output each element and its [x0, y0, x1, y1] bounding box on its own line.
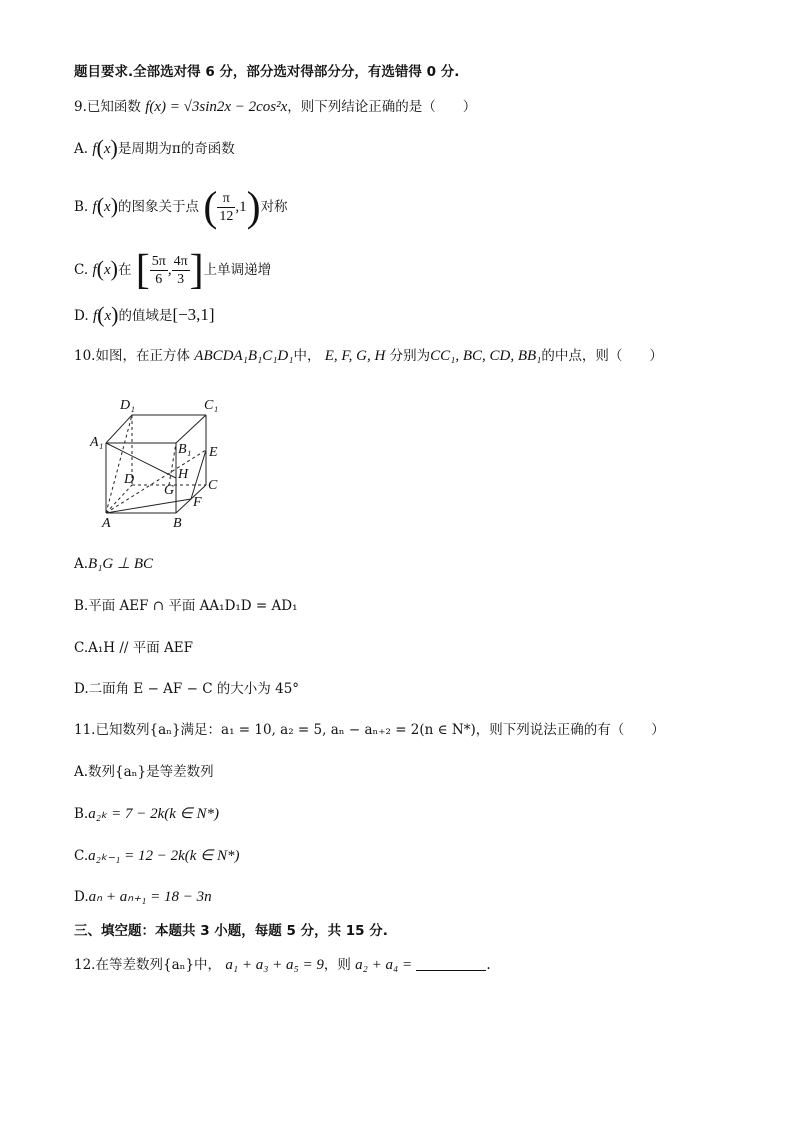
option-label: B. — [74, 598, 89, 614]
instruction-text: 题目要求.全部选对得 6 分，部分选对得部分分，有选错得 0 分. — [74, 64, 460, 80]
question-9-stem — [74, 97, 476, 117]
option-text: a₂ₖ₋₁ = 12 − 2k(k ∈ N*) — [88, 848, 240, 864]
q10-option-a[interactable] — [74, 554, 153, 574]
option-text: 平面 AEF ∩ 平面 AA₁D₁D = AD₁ — [88, 598, 298, 614]
option-label: C. — [74, 640, 89, 656]
option-label: B. — [74, 199, 89, 215]
option-text: a₂ₖ = 7 − 2k(k ∈ N*) — [88, 806, 219, 822]
option-label: A. — [74, 556, 89, 572]
asked-expression: a₂ + a₄ = — [355, 957, 413, 973]
q9-option-b[interactable]: B. f(x)的图象关于点 ( $\frac{\pi}{12}$ ,1)对称 — [74, 184, 288, 231]
option-label: D. — [74, 889, 89, 905]
fraction: $\frac{5\pi}{6}$ — [151, 254, 166, 287]
option-text: 在 — [117, 262, 132, 278]
edge-b1c1 — [176, 415, 206, 443]
option-label: A. — [74, 141, 89, 157]
label-a1: A₁ — [90, 435, 104, 450]
option-label: A. — [74, 764, 89, 780]
question-text: 已知函数 — [86, 99, 141, 115]
option-text: 上单调递增 — [203, 262, 272, 278]
label-c1: C₁ — [204, 398, 219, 413]
label-b: B — [173, 516, 182, 530]
label-g: G — [164, 483, 175, 498]
option-text: B₁G ⊥ BC — [88, 556, 153, 572]
option-text: 对称 — [260, 199, 288, 215]
question-number: 11. — [74, 722, 96, 738]
function-symbol: f — [92, 141, 97, 157]
period: . — [486, 957, 491, 973]
question-text: 中， — [293, 348, 321, 364]
function-expression: f(x) = √3sin2x − 2cos²x — [145, 99, 288, 115]
question-text: 在等差数列{aₙ}中， — [95, 957, 222, 973]
option-text: 数列{aₙ}是等差数列 — [88, 764, 214, 780]
label-a: A — [102, 516, 111, 530]
option-text: 二面角 E − AF − C 的大小为 45° — [88, 681, 300, 697]
option-label: D. — [74, 308, 89, 324]
option-label: C. — [74, 262, 89, 278]
option-label: B. — [74, 806, 89, 822]
option-label: D. — [74, 681, 89, 697]
q11-option-b[interactable] — [74, 804, 219, 824]
question-12-stem — [74, 955, 491, 975]
option-text: aₙ + aₙ₊₁ = 18 − 3n — [88, 889, 212, 905]
label-d: D — [124, 472, 135, 487]
question-text: ，则下列结论正确的是（ ） — [287, 99, 477, 115]
question-text: 分别为 — [389, 348, 431, 364]
question-11-stem — [74, 720, 665, 740]
fraction: $\frac{\pi}{12}$ — [219, 191, 234, 224]
q9-option-c[interactable]: C. f(x)在 [ $\frac{5\pi}{6}$ , $\frac{4\pi}{3}$ ]上单调递增 — [74, 247, 272, 294]
fraction: $\frac{4\pi}{3}$ — [173, 254, 188, 287]
question-number: 10. — [74, 348, 96, 364]
label-c: C — [208, 478, 218, 493]
question-text: 已知数列{aₙ}满足：a₁ = 10, a₂ = 5, aₙ − aₙ₊₂ = 2(n ∈ N*)，则下列说法正确的有（ ） — [95, 722, 665, 738]
label-e: E — [209, 445, 218, 460]
question-text: 如图，在正方体 — [95, 348, 190, 364]
question-number: 9. — [74, 99, 87, 115]
q11-option-a[interactable] — [74, 762, 214, 782]
answer-blank[interactable] — [416, 956, 486, 971]
condition-expression: a₁ + a₃ + a₅ = 9 — [225, 957, 324, 973]
question-number: 12. — [74, 957, 96, 973]
cube-name: ABCDA₁B₁C₁D₁ — [194, 348, 294, 364]
option-label: C. — [74, 848, 89, 864]
question-text: 的中点，则（ ） — [541, 348, 663, 364]
q11-option-d[interactable] — [74, 887, 212, 907]
q10-option-b[interactable] — [74, 596, 298, 616]
question-10-stem — [74, 346, 663, 366]
range-interval: [−3,1] — [172, 305, 215, 324]
q10-option-c[interactable] — [74, 638, 193, 658]
question-text: ，则 — [323, 957, 351, 973]
option-text: 的图象关于点 — [118, 199, 200, 215]
segment-ae — [106, 450, 206, 513]
segment-list: CC₁, BC, CD, BB₁ — [430, 348, 542, 364]
label-f: F — [193, 495, 202, 510]
point-list: E, F, G, H — [324, 348, 386, 364]
option-text: A₁H // 平面 AEF — [88, 640, 194, 656]
q11-option-c[interactable] — [74, 846, 240, 866]
label-d1: D₁ — [120, 398, 135, 413]
option-text: 是周期为π的奇函数 — [117, 141, 235, 157]
q9-option-d[interactable]: D. f(x)的值域是[−3,1] — [74, 302, 215, 327]
cube-figure — [84, 390, 234, 530]
q9-option-a[interactable]: A. f(x)是周期为π的奇函数 — [74, 135, 235, 160]
q10-option-d[interactable] — [74, 679, 299, 699]
label-b1: B₁ — [178, 442, 192, 457]
section-title: 三、填空题：本题共 3 小题，每题 5 分，共 15 分. — [74, 923, 388, 939]
segment-a1h — [106, 443, 176, 478]
segment-b1g — [169, 443, 176, 485]
label-h: H — [178, 467, 189, 482]
option-text: 的值域是 — [118, 308, 173, 324]
